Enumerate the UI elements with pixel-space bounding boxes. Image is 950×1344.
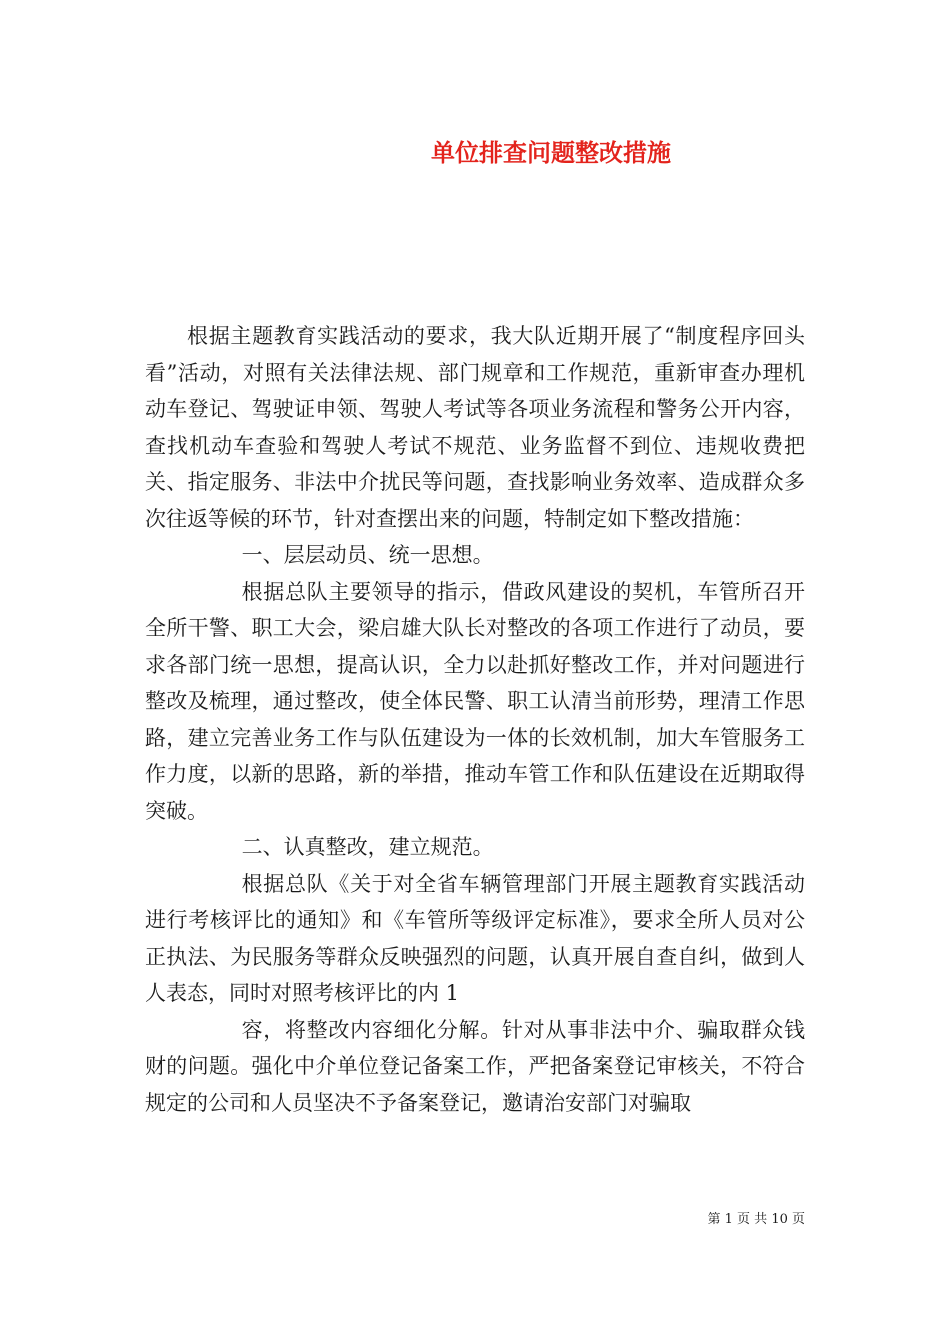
document-title: 单位排查问题整改措施	[431, 138, 671, 167]
paragraph-section-2-cont: 容，将整改内容细化分解。针对从事非法中介、骗取群众钱财的问题。强化中介单位登记备案工作，严把备案登记审核关，不符合规定的公司和人员坚决不予备案登记，邀请治安部门对骗取	[145, 1017, 805, 1115]
paragraph-intro: 根据主题教育实践活动的要求，我大队近期开展了“制度程序回头看”活动，对照有关法律法规、部门规章和工作规范，重新审查办理机动车登记、驾驶证申领、驾驶人考试等各项业务流程和警务公开内容，查找机动车查验和驾驶人考试不规范、业务监督不到位、违规收费把关、指定服务、非法中介扰民等问题，查找影响业务效率、造成群众多次往返等候的环节，针对查摆出来的问题，特制定如下整改措施：	[145, 324, 805, 531]
document-body	[145, 318, 805, 1121]
paragraph-section-2: 根据总队《关于对全省车辆管理部门开展主题教育实践活动进行考核评比的通知》和《车管所等级评定标准》，要求全所人员对公正执法、为民服务等群众反映强烈的问题，认真开展自查自纠，做到人人表态，同时对照考核评比的内 1	[145, 871, 805, 1005]
section-heading-1: 一、层层动员、统一思想。	[241, 543, 494, 567]
paragraph-section-1: 根据总队主要领导的指示，借政风建设的契机，车管所召开全所干警、职工大会，梁启雄大队长对整改的各项工作进行了动员，要求各部门统一思想，提高认识，全力以赴抓好整改工作，并对问题进行整改及梳理，通过整改，使全体民警、职工认清当前形势，理清工作思路，建立完善业务工作与队伍建设为一体的长效机制，加大车管服务工作力度，以新的思路，新的举措，推动车管工作和队伍建设在近期取得突破。	[145, 579, 805, 823]
section-heading-2: 二、认真整改，建立规范。	[241, 835, 494, 859]
page-number: 第 1 页 共 10 页	[707, 1212, 805, 1227]
